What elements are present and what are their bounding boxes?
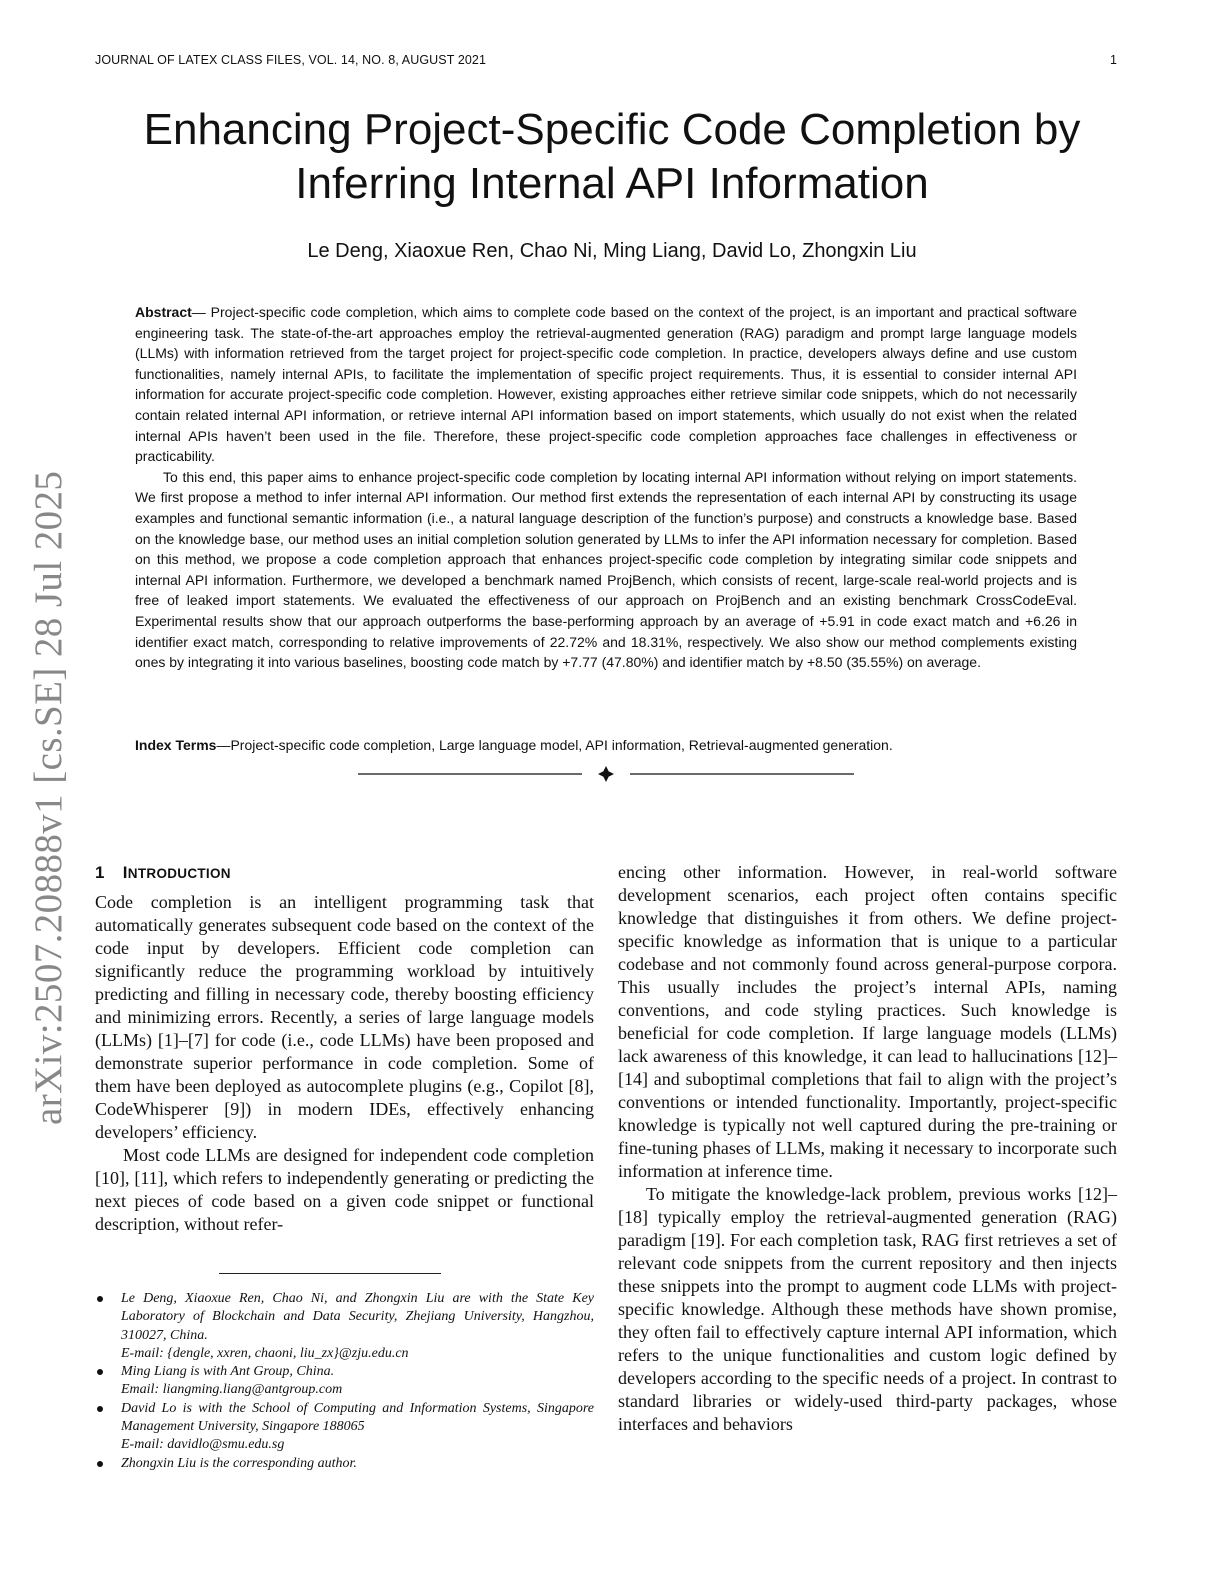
footnotes	[95, 1290, 594, 1473]
footnote-text: Zhongxin Liu is the corresponding author.	[121, 1455, 357, 1471]
intro-paragraph-3: encing other information. However, in real-world software development scenarios, each project often contains specific knowledge that distinguishes it from others. We define project-specific knowledge as information that is unique to a particular codebase and not commonly found across general-purpose corpora. This usually includes the project’s internal APIs, naming conventions, and code styling practices. Such knowledge is beneficial for code completion. If large language models (LLMs) lack awareness of this knowledge, it can lead to hallucinations [12]–[14] and suboptimal completions that fail to align with the project’s conventions or intended functionality. Importantly, project-specific knowledge is typically not well captured during the pre-training or fine-tuning phases of LLMs, making it necessary to incorporate such information at inference time.	[618, 862, 1117, 1181]
index-terms-label: Index Terms	[135, 737, 217, 753]
abstract	[135, 302, 1077, 673]
arxiv-identifier[interactable]: arXiv:2507.20888v1 [cs.SE] 28 Jul 2025	[27, 470, 70, 1125]
section-heading-introduction	[95, 861, 594, 885]
footnote-corresponding-author	[95, 1455, 594, 1473]
abstract-text-1: — Project-specific code completion, which aims to complete code based on the context of the project, is an important and practical software engineering task. The state-of-the-art approaches employ the retrieval-augmented generation (RAG) paradigm and prompt large language models (LLMs) with information retrieved from the target project for project-specific code completion. In practice, developers always define and use custom functionalities, namely internal APIs, to facilitate the implementation of specific project requirements. Thus, it is essential to consider internal API information for accurate project-specific code completion. However, existing approaches either retrieve similar code snippets, which do not necessarily contain related internal API information, or retrieve internal API information based on import statements, which usually do not exist when the related internal APIs haven’t been used in the file. Therefore, these project-specific code completion approaches face challenges in effectiveness or practicability.	[135, 304, 1077, 465]
footnote-text: Le Deng, Xiaoxue Ren, Chao Ni, and Zhongxin Liu are with the State Key Laboratory of Blockchain and Data Security, Zhejiang University, Hangzhou, 310027, China. E-mail: {dengle, xxren, chaoni, liu_zx}@zju.edu.cn	[121, 1291, 594, 1361]
footnote-affiliation-smu	[95, 1400, 594, 1455]
footnote-rule	[219, 1273, 441, 1274]
page-number: 1	[1109, 53, 1117, 67]
journal-name: JOURNAL OF LATEX CLASS FILES, VOL. 14, NO. 8, AUGUST 2021	[95, 53, 487, 67]
abstract-label: Abstract	[135, 304, 192, 320]
left-column	[95, 861, 594, 1236]
section-first-letter: I	[122, 863, 128, 882]
section-title-rest: NTRODUCTION	[127, 866, 231, 881]
footnote-affiliation-zju	[95, 1290, 594, 1363]
index-terms-text: —Project-specific code completion, Large language model, API information, Retrieval-augmented generation.	[216, 737, 893, 753]
footnote-text: Ming Liang is with Ant Group, China. Email: liangming.liang@antgroup.com	[121, 1364, 343, 1398]
intro-paragraph-2: Most code LLMs are designed for independent code completion [10], [11], which refers to independently generating or predicting the next pieces of code based on a given code snippet or functional description, without refer-	[95, 1145, 594, 1234]
intro-paragraph-4: To mitigate the knowledge-lack problem, previous works [12]–[18] typically employ the retrieval-augmented generation (RAG) paradigm [19]. For each completion task, RAG first retrieves a set of relevant code snippets from the current repository and then injects these snippets into the prompt to augment code LLMs with project-specific knowledge. Although these methods have shown promise, they often fail to effectively capture internal API information, which refers to the unique functionalities and custom logic defined by developers according to the specific needs of a project. In contrast to standard libraries or widely-used third-party packages, whose interfaces and behaviors	[618, 1184, 1117, 1434]
footnote-text: David Lo is with the School of Computing and Information Systems, Singapore Management University, Singapore 188065 E-mail: davidlo@smu.edu.sg	[121, 1400, 594, 1453]
abstract-paragraph-1	[135, 302, 1077, 467]
running-header	[95, 53, 1117, 67]
section-divider	[358, 763, 854, 785]
abstract-paragraph-2: To this end, this paper aims to enhance project-specific code completion by locating internal API information without relying on import statements. We first propose a method to infer internal API information. Our method first extends the representation of each internal API by constructing its usage examples and functional semantic information (i.e., a natural language description of the function’s purpose) and constructs a knowledge base. Based on the knowledge base, our method uses an initial completion solution generated by LLMs to infer the API information necessary for completion. Based on this method, we propose a code completion approach that enhances project-specific code completion by integrating similar code snippets and internal API information. Furthermore, we developed a benchmark named ProjBench, which consists of recent, large-scale real-world projects and is free of leaked import statements. We evaluated the effectiveness of our approach on ProjBench and an existing benchmark CrossCodeEval. Experimental results show that our approach outperforms the base-performing approach by an average of +5.91 in code exact match and +6.26 in identifier exact match, corresponding to relative improvements of 22.72% and 18.31%, respectively. We also show our method complements existing ones by integrating it into various baselines, boosting code match by +7.77 (47.80%) and identifier match by +8.50 (35.55%) on average.	[135, 468, 1077, 671]
index-terms	[135, 735, 1077, 755]
right-column	[618, 861, 1117, 1436]
section-number: 1	[95, 863, 105, 882]
paper-title: Enhancing Project-Specific Code Completion by Inferring Internal API Information	[143, 105, 1081, 208]
author-list: Le Deng, Xiaoxue Ren, Chao Ni, Ming Liang, David Lo, Zhongxin Liu	[307, 240, 917, 262]
intro-paragraph-1: Code completion is an intelligent programming task that automatically generates subsequent code based on the context of the code input by developers. Efficient code completion can significantly reduce the programming workload by intuitively predicting and filling in necessary code, thereby boosting efficiency and minimizing errors. Recently, a series of large language models (LLMs) [1]–[7] for code (i.e., code LLMs) have been proposed and demonstrate superior performance in code completion. Some of them have been deployed as autocomplete plugins (e.g., Copilot [8], CodeWhisperer [9]) in modern IDEs, effectively enhancing developers’ efficiency.	[95, 892, 594, 1142]
footnote-affiliation-ant	[95, 1363, 594, 1400]
